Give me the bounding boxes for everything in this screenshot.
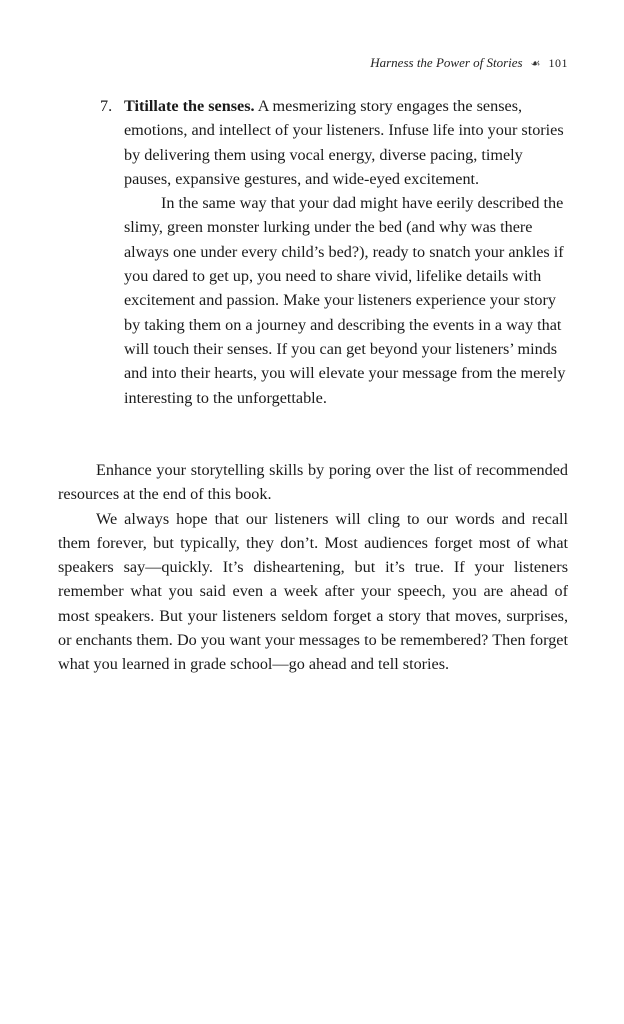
body-paragraph-2: We always hope that our listeners will cling to our words and recall them forever, but typically, they don’t. Most audiences forget most of what speakers say—quickly. It’s disheartening, but it’s true. If your listeners remember what you said even a week after your speech, you are ahead of most speakers. But your listeners seldom forget a story that moves, surprises, or enchants them. Do you want your messages to be remembered? Then forget what you learned in grade school—go ahead and tell stories. [58,509,568,674]
body-text [58,458,568,677]
fleuron-icon: ☙ [530,57,541,70]
page-number: 101 [548,55,568,70]
list-item-body [124,94,570,410]
list-item-paragraph-2: In the same way that your dad might have eerily described the slimy, green monster lurking under the bed (and why was there always one under every child’s bed?), ready to snatch your ankles if you dared to get up, you need to share vivid, lifelike details with excitement and passion. Make your listeners experience your story by taking them on a journey and describing the events in a way that will touch their senses. If you can get beyond your listeners’ minds and into their hearts, you will elevate your message from the merely interesting to the unforgettable. [124,194,566,407]
list-item-paragraph-1 [124,94,570,191]
list-item-paragraph-1-text: A mesmerizing story engages the senses, emotions, and intellect of your listeners. Infuse life into your stories by delivering them using vocal energy, diverse pacing, timely pauses, expansive gestures, and wide-eyed excitement. [124,97,564,188]
body-paragraph-1: Enhance your storytelling skills by poring over the list of recommended resources at the end of this book. [58,461,568,504]
list-item-number: 7. [100,97,113,115]
running-title: Harness the Power of Stories [370,55,523,70]
list-item-lead: Titillate the senses. [124,97,255,115]
running-head [370,55,568,71]
list-item-7 [100,94,570,410]
